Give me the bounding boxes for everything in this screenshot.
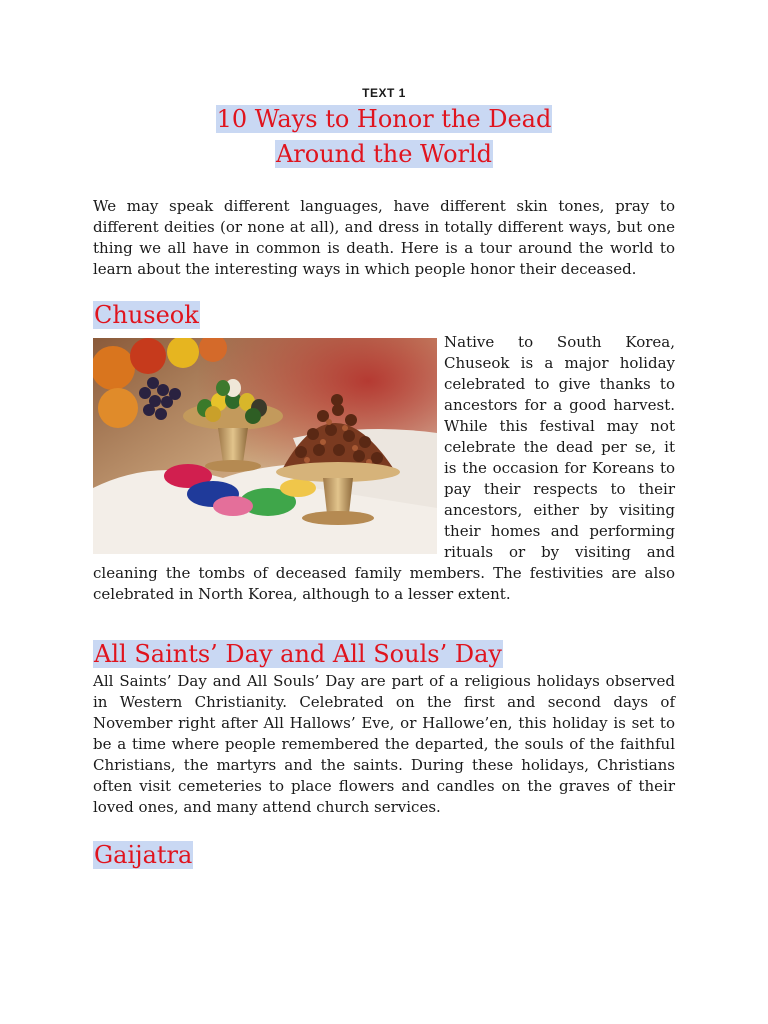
- chuseok-photo: [93, 338, 437, 554]
- chuseok-paragraph: Native to South Korea, Chuseok is a major holiday celebrated to give thanks to ancestors for a good harvest. While this festival may not celebrate the dead per se, it is the occasion for Koreans to pay their respects to their ancestors, either by visiting their homes and performing rituals or by visiting and cleaning the tombs of deceased family members. The festivities are also celebrated in North Korea, although to a lesser extent.: [93, 333, 675, 603]
- title-line-2: Around the World: [275, 140, 493, 168]
- section-heading-gaijatra: Gaijatra: [94, 841, 193, 869]
- all-saints-paragraph: All Saints’ Day and All Souls’ Day are part of a religious holidays observed in Western Christianity. Celebrated on the first and second days of November right after All Hallows’ Eve, or Hallowe’en, this holiday is set to be a time where people remembered the departed, the souls of the faithful Christians, the martyrs and the saints. During these holidays, Christians often visit cemeteries to place flowers and candles on the graves of their loved ones, and many attend church services.: [93, 672, 675, 816]
- title-line-1: 10 Ways to Honor the Dead: [216, 105, 552, 133]
- section-heading-all-saints: All Saints’ Day and All Souls’ Day: [94, 640, 502, 668]
- document-title: [93, 102, 675, 172]
- chuseok-block: [93, 332, 675, 605]
- document-page: [93, 86, 675, 870]
- text-label: TEXT 1: [362, 86, 406, 100]
- intro-paragraph: We may speak different languages, have different skin tones, pray to different deities (or none at all), and dress in totally different ways, but one thing we all have in common is death. Here is a tour around the world to learn about the interesting ways in which people honor their deceased.: [93, 197, 675, 278]
- section-heading-chuseok: Chuseok: [94, 301, 199, 329]
